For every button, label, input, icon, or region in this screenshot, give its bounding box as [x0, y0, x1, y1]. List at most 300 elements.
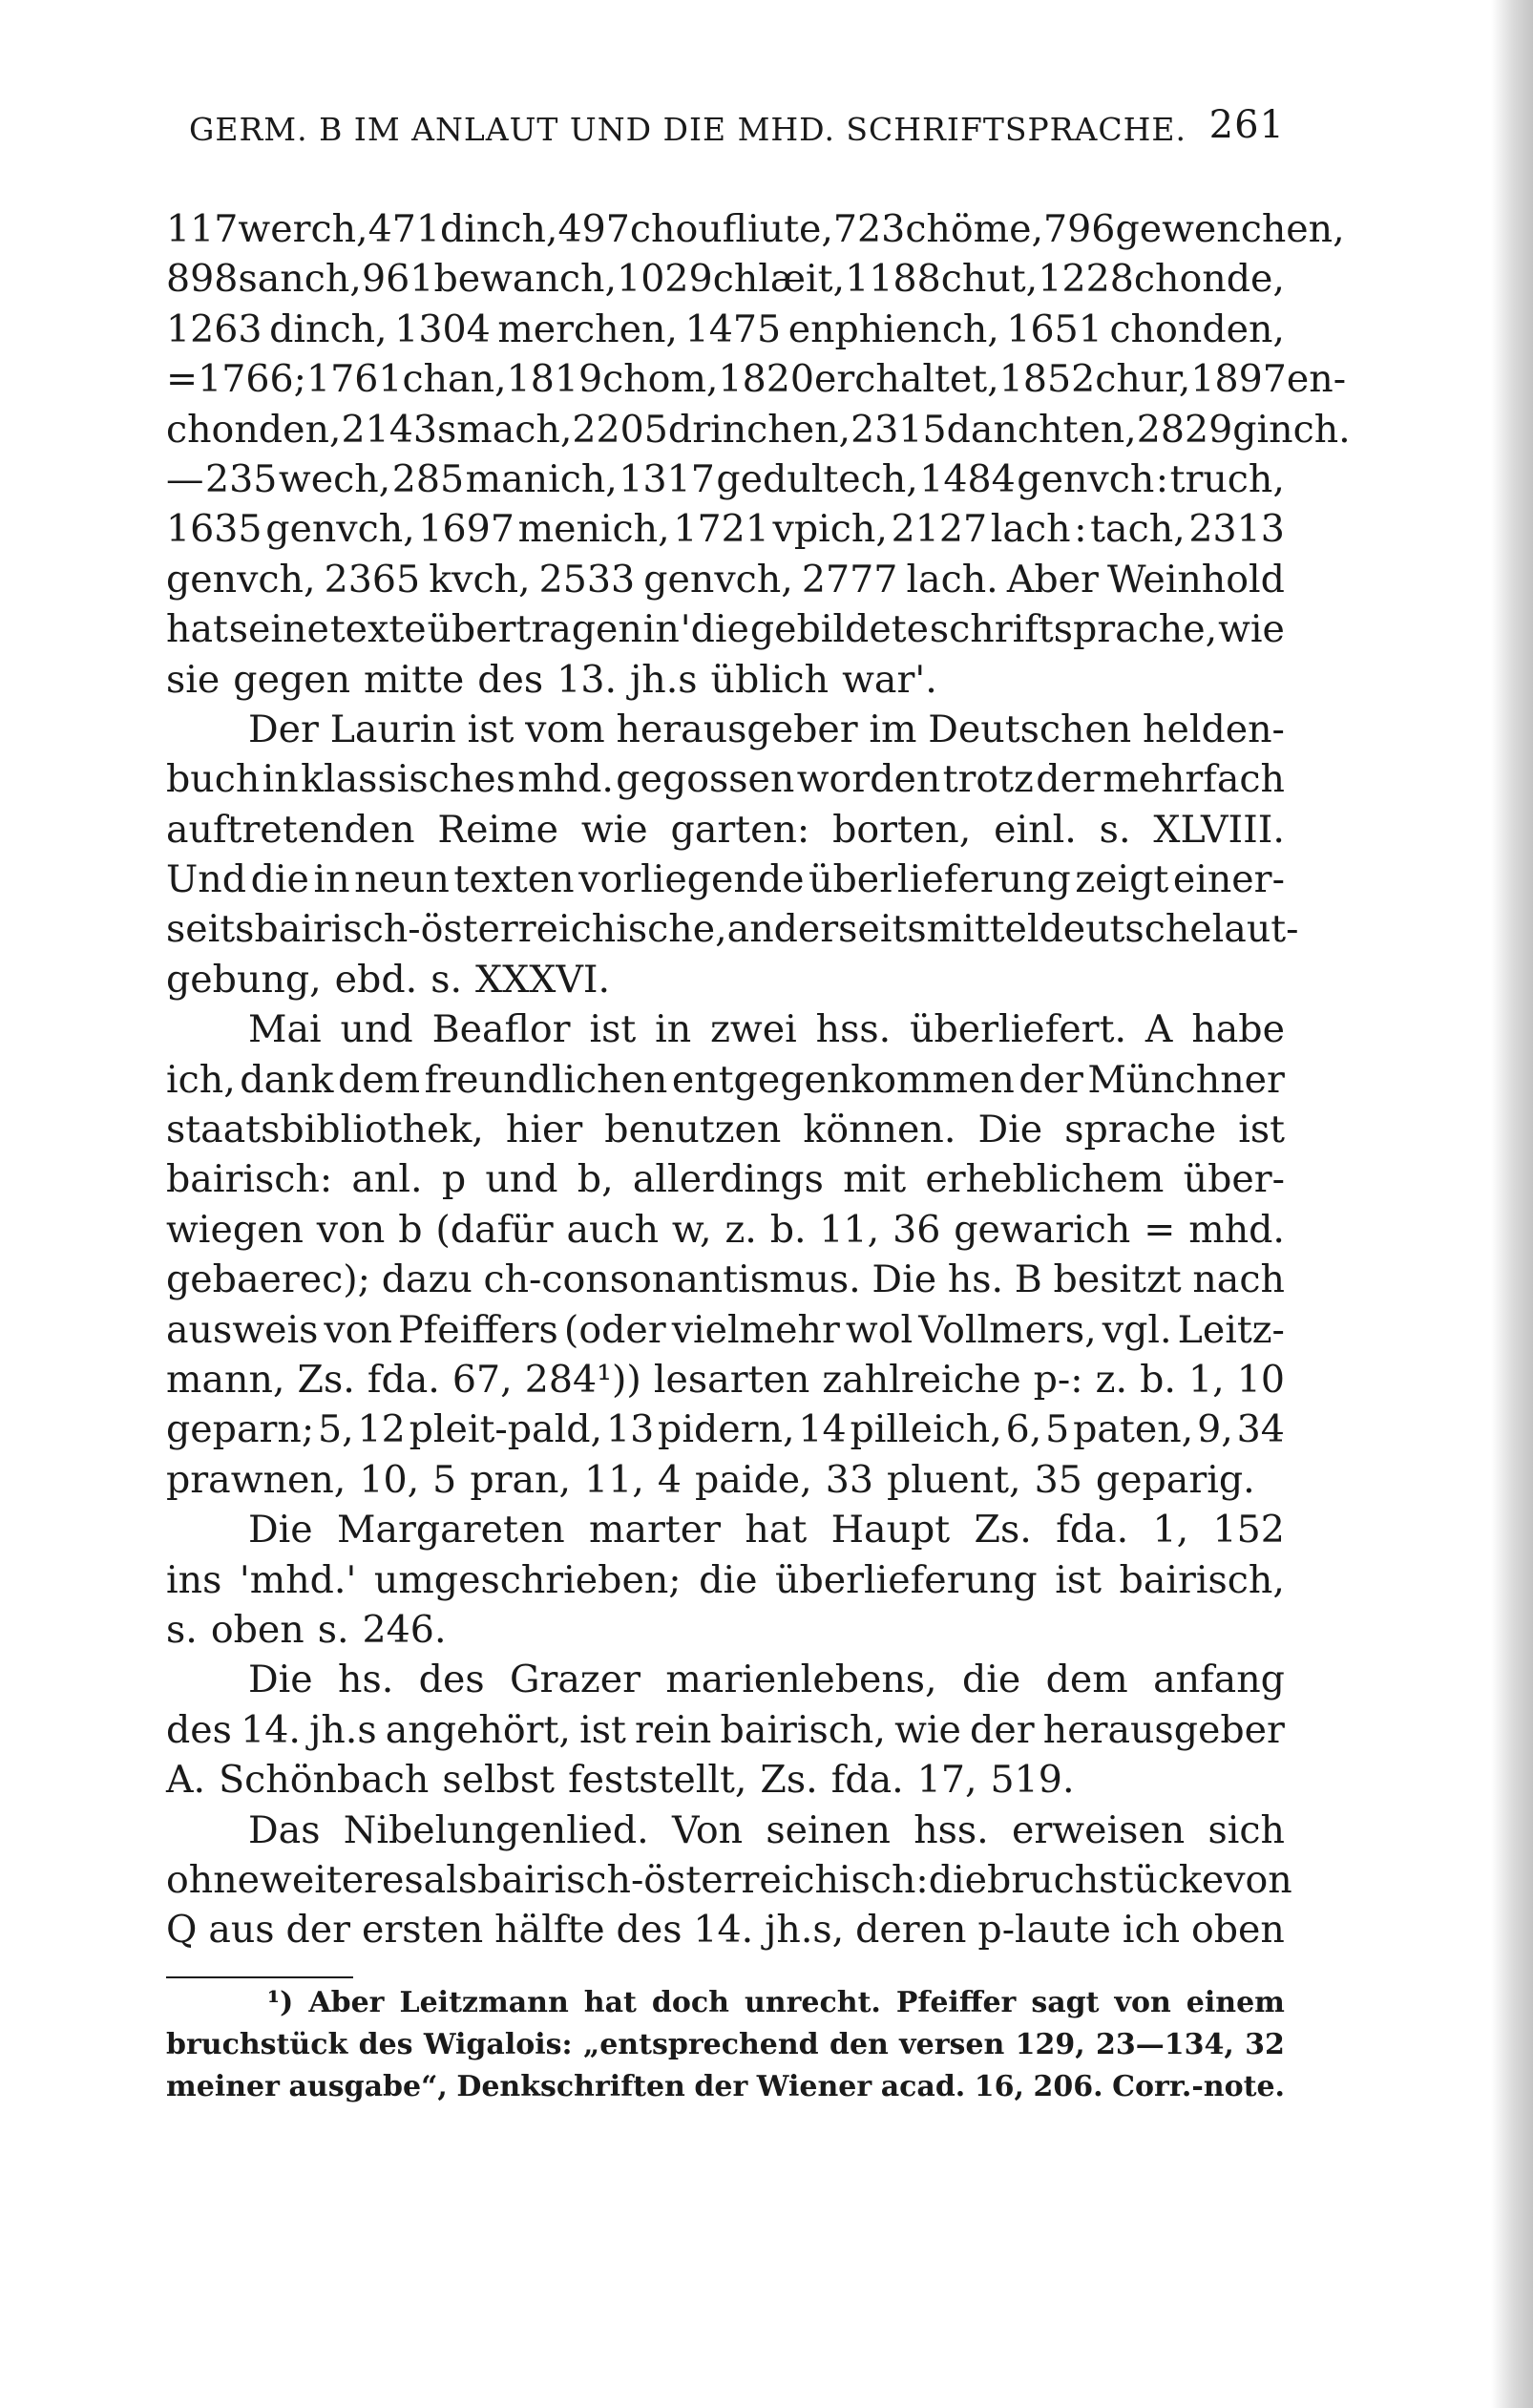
body-line [166, 1705, 1285, 1755]
footnote-word: 129, [1015, 2027, 1085, 2061]
body-word: paide, [695, 1457, 812, 1502]
body-word: 2143 [341, 407, 437, 452]
body-word: 5 [432, 1457, 457, 1502]
body-word: en- [1286, 357, 1347, 402]
body-word: mit [843, 1157, 907, 1202]
body-word: einer- [1172, 857, 1285, 902]
body-word: 2777 [801, 557, 898, 602]
running-head [166, 103, 1285, 157]
body-word: wie [580, 807, 648, 852]
footnote-word: unrecht. [744, 1985, 881, 2019]
body-word: 235 [205, 456, 278, 501]
body-word: Von [672, 1807, 744, 1852]
body-word: 1635 [166, 507, 262, 552]
body-word: b, [577, 1157, 614, 1202]
body-word: benutzen [604, 1108, 782, 1152]
body-word: von [316, 1207, 386, 1252]
body-word: anl. [351, 1157, 423, 1202]
footnote-word: 23—134, [1096, 2027, 1234, 2061]
body-word: der [970, 1707, 1035, 1752]
body-word: XXXVI. [475, 957, 611, 1002]
body-word: dinch, [440, 207, 558, 251]
body-word: anderseits [726, 907, 927, 952]
body-word: pilleich, [850, 1407, 1002, 1452]
body-word: wie [1218, 607, 1285, 652]
footnote-text [166, 1982, 1285, 2108]
body-word: ebd. [334, 957, 418, 1002]
body-word: in [313, 857, 350, 902]
footnote-line [166, 2024, 1285, 2066]
body-word: genvch [1017, 456, 1155, 501]
body-word: 5 [1045, 1407, 1070, 1452]
body-word: lach. [906, 557, 998, 602]
body-line [166, 1905, 1285, 1954]
body-word: 1, [1152, 1508, 1189, 1553]
body-word: 5, [317, 1407, 354, 1452]
body-word: Margareten [337, 1508, 565, 1553]
body-word: = [166, 357, 199, 402]
body-word: 497 [557, 207, 630, 251]
body-word: erweisen [1012, 1807, 1186, 1852]
footnote-word: 16, [974, 2069, 1024, 2103]
body-word: besitzt [1053, 1257, 1182, 1302]
body-word: neun [354, 857, 450, 902]
body-word: wiegen [166, 1207, 304, 1252]
body-word: Und [166, 857, 247, 902]
body-word: mitteldeutsche [926, 907, 1212, 952]
body-word: ist [579, 1707, 626, 1752]
body-word: hss. [914, 1807, 989, 1852]
body-word: 898 [166, 257, 239, 302]
body-word: chonden, [166, 407, 342, 452]
body-line [166, 1755, 1285, 1805]
body-word: war'. [842, 657, 937, 702]
body-word: ist [589, 1007, 637, 1052]
body-word: herausgeber [1042, 1707, 1285, 1752]
body-word: pluent, [886, 1457, 1021, 1502]
body-word: merchen, [497, 306, 678, 351]
body-word: : [1155, 456, 1169, 501]
body-word: 17, [916, 1758, 977, 1803]
body-word: die [928, 1857, 987, 1902]
body-line [166, 1205, 1285, 1255]
body-word: 11, [819, 1207, 880, 1252]
body-word: schriftsprache, [929, 607, 1218, 652]
body-word: mitte [364, 657, 465, 702]
body-word: 1721 [673, 507, 769, 552]
body-word: 1317 [619, 456, 715, 501]
body-word: bairisch, [1119, 1557, 1285, 1602]
body-word: sich [1208, 1807, 1285, 1852]
footnote-word: „entsprechend [582, 2027, 819, 2061]
body-word: z. [724, 1207, 757, 1252]
body-line [166, 1405, 1285, 1454]
body-word: 471 [368, 207, 440, 251]
body-word: 14. [693, 1908, 754, 1953]
body-word: fda. [367, 1357, 440, 1402]
body-word: 1897 [1190, 357, 1287, 402]
body-word: vielmehr [671, 1307, 840, 1352]
body-word: 1, [1187, 1357, 1225, 1402]
body-word: allerdings [632, 1157, 824, 1202]
body-word: 1484 [919, 456, 1016, 501]
body-word: jh.s [309, 1707, 377, 1752]
body-word: ist [467, 707, 514, 751]
body-line [166, 1055, 1285, 1105]
body-word: zahlreiche [822, 1357, 1021, 1402]
body-word: Die [248, 1658, 313, 1702]
body-line [166, 1004, 1285, 1054]
footnote-word: Wiener [756, 2069, 872, 2103]
body-word: ich [1122, 1908, 1181, 1953]
body-line [166, 1105, 1285, 1154]
body-word: bairisch, [720, 1707, 886, 1752]
body-word: sprache [1064, 1108, 1217, 1152]
body-word: seits [166, 907, 255, 952]
body-word: 34 [1236, 1407, 1285, 1452]
body-word: 1697 [418, 507, 514, 552]
body-line [166, 1355, 1285, 1405]
body-line [166, 955, 1285, 1004]
body-word: wie [894, 1707, 961, 1752]
body-word: pleit-pald, [409, 1407, 603, 1452]
body-word: 4 [657, 1457, 682, 1502]
body-line [166, 904, 1299, 954]
body-word: 1852 [998, 357, 1096, 402]
body-word: dank [240, 1057, 334, 1102]
body-line [166, 1555, 1285, 1605]
body-word: gebildete [749, 607, 929, 652]
body-word: Der [248, 707, 319, 751]
body-word: als [423, 1857, 478, 1902]
body-word: Die [977, 1108, 1043, 1152]
body-word: staatsbibliothek, [166, 1108, 484, 1152]
body-word: 2127 [891, 507, 988, 552]
body-word: Reime [437, 807, 558, 852]
body-word: (oder [563, 1307, 666, 1352]
body-word: XLVIII. [1153, 807, 1285, 852]
body-word: vorliegende [578, 857, 805, 902]
body-word: dinch, [269, 306, 388, 351]
body-word: freundlichen [424, 1057, 668, 1102]
body-word: Schönbach [219, 1758, 430, 1803]
body-word: und [340, 1007, 413, 1052]
body-word: hat [745, 1508, 808, 1553]
body-word: zwei [710, 1007, 797, 1052]
body-word: Vollmers, [918, 1307, 1097, 1352]
body-word: überliefert. [910, 1007, 1126, 1052]
body-word: b [398, 1207, 423, 1252]
body-word: 'die [680, 607, 749, 652]
body-word: s. [430, 957, 463, 1002]
body-word: b. [1140, 1357, 1176, 1402]
footnote-word: ausgabe“, [288, 2069, 448, 2103]
body-word: hs. [947, 1257, 1004, 1302]
body-word: klassisches [301, 757, 515, 802]
body-word: entgegenkommen [671, 1057, 1015, 1102]
footnotes [166, 1976, 1285, 2108]
body-word: in [262, 757, 299, 802]
body-word: Das [248, 1807, 321, 1852]
body-line [166, 705, 1285, 754]
body-word: ginch. [1232, 407, 1351, 452]
body-word: gegen [233, 657, 351, 702]
body-word: genvch, [265, 507, 415, 552]
body-word: : [1074, 507, 1087, 552]
body-word: 13. [556, 657, 618, 702]
body-word: von [1224, 1857, 1292, 1902]
page-number: 261 [1208, 103, 1285, 147]
body-word: ist [1055, 1557, 1102, 1602]
body-word: 2315 [850, 407, 947, 452]
body-word: 10 [1236, 1357, 1285, 1402]
body-word: jh.s, [765, 1908, 845, 1953]
body-word: einl. [994, 807, 1077, 852]
body-word: garten: [670, 807, 810, 852]
body-word: angehört, [385, 1707, 571, 1752]
body-word: wech, [278, 456, 391, 501]
body-word: umgeschrieben; [373, 1557, 682, 1602]
body-word: jh.s [630, 657, 698, 702]
body-word: mehrfach [1102, 757, 1285, 802]
body-word: p-: [1033, 1357, 1083, 1402]
body-word: erchaltet, [814, 357, 999, 402]
body-word: erheblichem [925, 1157, 1165, 1202]
body-word: Beaflor [431, 1007, 571, 1052]
body-word: 284¹)) [524, 1357, 641, 1402]
body-word: 1820 [718, 357, 815, 402]
body-line [166, 1655, 1285, 1704]
body-word: zeigt [1075, 857, 1169, 902]
body-word: 1263 [166, 306, 262, 351]
body-word: ohne [166, 1857, 261, 1902]
body-word: Haupt [830, 1508, 951, 1553]
body-word: danchten, [946, 407, 1137, 452]
body-word: texten [453, 857, 575, 902]
body-word: hss. [815, 1007, 892, 1052]
body-word: rein [635, 1707, 712, 1752]
body-word: 1651 [1006, 306, 1102, 351]
body-word: Laurin [329, 707, 456, 751]
body-word: dazu [381, 1257, 472, 1302]
body-word: p-laute [977, 1908, 1111, 1953]
body-word: 117 [166, 207, 239, 251]
body-word: übertragen [427, 607, 642, 652]
running-head-title: GERM. B IM ANLAUT UND DIE MHD. SCHRIFTSPRACHE. [189, 111, 1186, 148]
body-word: herausgeber [616, 707, 858, 751]
body-word: Zs. [974, 1508, 1032, 1553]
body-word: ich, [166, 1057, 236, 1102]
body-word: gebaerec); [166, 1257, 370, 1302]
body-word: gewenchen, [1115, 207, 1345, 251]
body-word: überlieferung [775, 1557, 1038, 1602]
body-word: A. [166, 1758, 206, 1803]
body-word: sie [166, 657, 220, 702]
body-word: chonde, [1133, 257, 1285, 302]
body-word: Pfeiffers [398, 1307, 558, 1352]
body-word: 285 [391, 456, 465, 501]
body-word: 1304 [394, 306, 491, 351]
body-word: bairisch: [166, 1157, 333, 1202]
body-word: geparn; [166, 1407, 315, 1452]
body-line [166, 254, 1285, 304]
body-word: = [1144, 1207, 1176, 1252]
body-line [166, 1605, 1285, 1655]
body-line [166, 805, 1285, 855]
body-word: 35 [1034, 1457, 1082, 1502]
body-line [166, 1455, 1285, 1505]
body-word: aus [208, 1908, 275, 1953]
body-word: fda. [830, 1758, 904, 1803]
body-word: der [1036, 757, 1101, 802]
body-word: üblich [710, 657, 830, 702]
footnote-word: einem [1186, 1985, 1285, 2019]
body-word: w, [671, 1207, 712, 1252]
footnote-word: hat [583, 1985, 637, 2019]
body-word: 11, [584, 1457, 644, 1502]
body-word: bruchstücke [987, 1857, 1225, 1902]
footnote-line [166, 1982, 1285, 2024]
body-word: lach [990, 507, 1071, 552]
footnote-word: 206. [1033, 2069, 1103, 2103]
body-word: dem [338, 1057, 421, 1102]
body-word: des [477, 657, 544, 702]
body-word: Nibelungenlied. [343, 1807, 649, 1852]
body-word: gegossen [616, 757, 795, 802]
body-word: 1228 [1038, 257, 1134, 302]
body-word: feststellt, [568, 1758, 747, 1803]
body-word: gewarich [954, 1207, 1131, 1252]
body-word: hälfte [494, 1908, 605, 1953]
body-word: ins [166, 1557, 222, 1602]
body-word: ch-consonantismus. [483, 1257, 861, 1302]
body-word: 796 [1043, 207, 1116, 251]
body-word: smach, [436, 407, 573, 452]
body-word: bairisch-österreichisch: [477, 1857, 929, 1902]
body-word: Weinhold [1106, 557, 1285, 602]
body-word: mhd. [1188, 1207, 1285, 1252]
body-word: 519. [990, 1758, 1075, 1803]
body-line [166, 1154, 1285, 1204]
body-word: chur, [1095, 357, 1191, 402]
body-word: werch, [238, 207, 368, 251]
body-word: trotz [942, 757, 1034, 802]
body-line [166, 855, 1285, 904]
body-word: s. [317, 1607, 349, 1652]
body-word: selbst [442, 1758, 556, 1803]
body-word: geparig. [1095, 1457, 1255, 1502]
body-word: 14 [798, 1407, 847, 1452]
body-line [166, 1855, 1292, 1905]
body-word: des [616, 1908, 682, 1953]
body-word: über- [1183, 1157, 1285, 1202]
body-word: seinen [766, 1807, 891, 1852]
footnote-word: meiner [166, 2069, 280, 2103]
body-word: pidern, [658, 1407, 795, 1452]
body-word: auch [566, 1207, 660, 1252]
body-word: vpich, [772, 507, 888, 552]
footnote-rule [166, 1976, 353, 1978]
body-word: 246. [362, 1607, 447, 1652]
body-word: 1029 [617, 257, 713, 302]
body-word: menich, [517, 507, 670, 552]
body-word: die [961, 1658, 1021, 1702]
body-word: Die [248, 1508, 313, 1553]
body-word: der [1018, 1057, 1083, 1102]
body-word: pran, [470, 1457, 572, 1502]
body-word: Mai [248, 1007, 322, 1052]
body-line [166, 504, 1285, 554]
body-word: 14. [241, 1707, 301, 1752]
body-word: 2829 [1136, 407, 1233, 452]
body-word: hier [505, 1108, 583, 1152]
body-word: choufliute, [629, 207, 833, 251]
body-word: 33 [825, 1457, 873, 1502]
body-word: Grazer [509, 1658, 640, 1702]
body-word: des [166, 1707, 232, 1752]
body-word: 2313 [1188, 507, 1285, 552]
body-word: die [699, 1557, 758, 1602]
footnote-word: versen [899, 2027, 1005, 2061]
body-word: deren [855, 1908, 967, 1953]
body-line [166, 754, 1285, 804]
body-line [166, 405, 1351, 454]
body-line [166, 454, 1285, 504]
body-word: überlieferung [808, 857, 1071, 902]
body-word: vgl. [1102, 1307, 1172, 1352]
body-word: hs. [338, 1658, 394, 1702]
body-word: helden- [1143, 707, 1285, 751]
body-word: lesarten [653, 1357, 810, 1402]
body-word: 9, [1197, 1407, 1233, 1452]
body-word: chlæit, [712, 257, 846, 302]
body-line [166, 354, 1347, 404]
body-word: wol [845, 1307, 914, 1352]
body-word: 10, [359, 1457, 420, 1502]
body-word: enphiench, [788, 306, 999, 351]
body-word: s. [1099, 807, 1131, 852]
body-word: können. [803, 1108, 956, 1152]
body-word: — [166, 456, 204, 501]
footnote-word: Pfeiffer [895, 1985, 1017, 2019]
body-word: in [642, 607, 680, 652]
body-word: seine [228, 607, 329, 652]
body-word: 2365 [324, 557, 421, 602]
body-word: oben [1190, 1908, 1285, 1953]
body-word: ersten [361, 1908, 484, 1953]
body-line [166, 1505, 1285, 1554]
footnote-word: den [829, 2027, 889, 2061]
body-word: b. [769, 1207, 807, 1252]
body-word: 152 [1212, 1508, 1285, 1553]
body-word: gedultech, [716, 456, 918, 501]
body-word: Münchner [1087, 1057, 1285, 1102]
footnote-word: bruchstück [166, 2027, 348, 2061]
body-word: 67, [452, 1357, 513, 1402]
body-word: chöme, [905, 207, 1044, 251]
footnote-word: acad. [880, 2069, 966, 2103]
body-line [166, 1255, 1285, 1304]
body-word: fda. [1056, 1508, 1129, 1553]
body-word: nach [1192, 1257, 1285, 1302]
body-word: Die [872, 1257, 937, 1302]
body-word: dem [1045, 1658, 1128, 1702]
footnote-word: von [1114, 1985, 1171, 2019]
body-word: habe [1191, 1007, 1285, 1052]
body-word: B [1014, 1257, 1042, 1302]
footnote-word: Wigalois: [423, 2027, 573, 2061]
body-word: und [485, 1157, 558, 1202]
